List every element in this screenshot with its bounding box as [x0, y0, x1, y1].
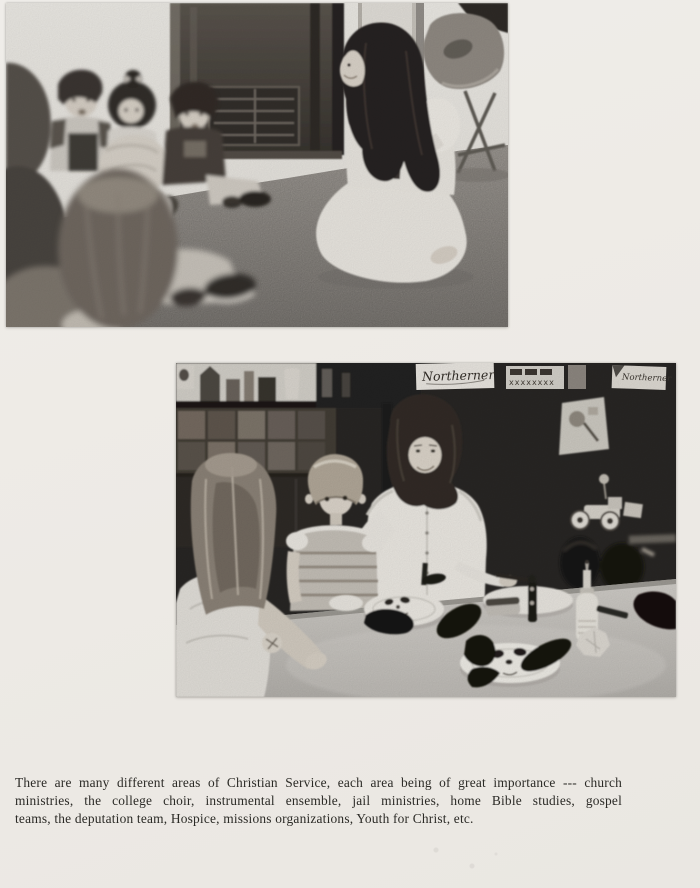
poster-2-text: Northerner: [621, 372, 672, 385]
x-marks-row: xxxxxxxx: [509, 378, 555, 387]
photo-story-circle: [6, 3, 508, 327]
poster-1-text: Northerner: [421, 366, 495, 384]
photo-story-circle-art: [6, 3, 508, 327]
photo-craft-table: [176, 363, 676, 697]
film-grain: [6, 3, 508, 327]
pencil-smudge: [400, 838, 520, 878]
photo-craft-table-art: [176, 363, 676, 697]
caption-block: [15, 774, 622, 829]
caption-line-2: ministries, the college choir, instrumental ensemble, jail ministries, home Bible studies, gospel: [15, 793, 622, 809]
film-grain: [176, 363, 676, 697]
caption-line-3: teams, the deputation team, Hospice, missions organizations, Youth for Christ, etc.: [15, 811, 474, 827]
caption-line-1: There are many different areas of Christian Service, each area being of great importance --- church: [15, 775, 622, 790]
